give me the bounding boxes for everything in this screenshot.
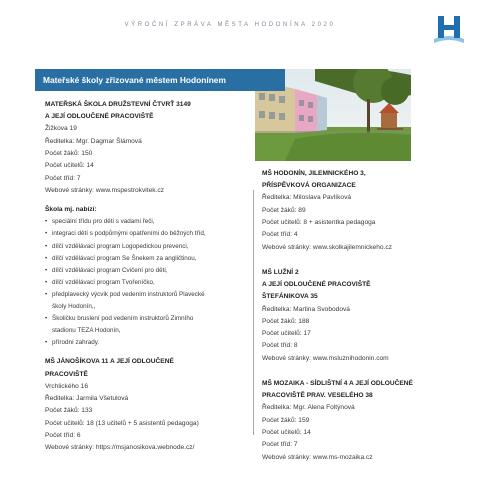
school-pupils: Počet žáků: 150 <box>45 150 93 157</box>
school-heading: PŘÍSPĚVKOVÁ ORGANIZACE <box>262 182 356 190</box>
school-heading: ŠTEFÁNIKOVA 35 <box>262 293 318 301</box>
school-director: Ředitelka: Mgr. Dagmar Šlámová <box>45 137 142 145</box>
offer-item-text: speciální třídu pro děti s vadami řeči, <box>52 218 155 226</box>
school-teachers: Počet učitelů: 17 <box>262 330 311 338</box>
school-heading: PRACOVIŠTĚ PRAV. VESELÉHO 38 <box>262 392 373 400</box>
offer-item <box>45 228 245 240</box>
offer-item <box>45 277 245 289</box>
offer-item-text: dílčí vzdělávací program Cvičení pro děti, <box>52 266 168 274</box>
offer-item-continuation: školy Hodonín,, <box>52 303 96 311</box>
offer-heading: Škola mj. nabízí: <box>45 206 97 214</box>
school-classes: Počet tříd: 7 <box>45 174 81 182</box>
school-director: Ředitelka: Miloslava Pavlíková <box>262 194 352 202</box>
hodonin-logo-icon <box>432 12 466 46</box>
report-title: VÝROČNÍ ZPRÁVA MĚSTA HODONÍNA 2020 <box>124 22 336 28</box>
offer-item <box>45 265 245 277</box>
school-heading: PRACOVIŠTĚ <box>45 370 88 378</box>
school-heading: MATEŘSKÁ ŠKOLA DRUŽSTEVNÍ ČTVRŤ 3149 <box>45 101 191 108</box>
offer-item-text: předplavecký výcvik pod vedením instruktorů Plavecké <box>52 290 205 298</box>
school-heading: MŠ JÁNOŠÍKOVA 11 A JEJÍ ODLOUČENÉ <box>45 358 174 366</box>
offer-item <box>45 216 245 228</box>
school-pupils: Počet žáků: 159 <box>262 416 310 424</box>
school-director: Ředitelka: Mgr. Alena Foltýnová <box>262 404 355 412</box>
offer-item-text: Školičku bruslení pod vedením instruktorů Zimního <box>52 315 194 323</box>
offer-item-text: dílčí vzdělávací program Logopedickou prevenci, <box>52 242 189 250</box>
school-pupils: Počet žáků: 133 <box>45 407 93 415</box>
offer-item <box>45 241 245 253</box>
school-classes: Počet tříd: 6 <box>45 432 81 440</box>
left-column <box>45 99 245 455</box>
school-teachers: Počet učitelů: 14 <box>45 162 94 170</box>
school-teachers: Počet učitelů: 8 + asistentka pedagoga <box>262 219 376 226</box>
offer-item <box>45 337 245 349</box>
school-heading: MŠ MOZAIKA - SÍDLIŠTNÍ 4 A JEJÍ ODLOUČENÉ <box>262 379 413 387</box>
school-director: Ředitelka: Jarmila Všetulová <box>45 395 129 403</box>
school-teachers: Počet učitelů: 14 <box>262 428 311 436</box>
offer-item-text: dílčí vzdělávací program Se Šnekem za angličtinou, <box>52 254 197 262</box>
school-website: Webové stránky: www.ms-mozaika.cz <box>262 453 373 461</box>
offer-item-continuation: stadionu TEZA Hodonín, <box>52 327 121 335</box>
school-address: Vrchlického 16 <box>45 382 89 390</box>
school-heading: MŠ HODONÍN, JILEMNICKÉHO 3, <box>262 170 366 177</box>
school-website: Webové stránky: https://msjanosikova.webnode.cz/ <box>45 444 195 452</box>
school-website: Webové stránky: www.mspestrokvitek.cz <box>45 186 164 194</box>
school-heading: MŠ LUŽNÍ 2 <box>262 268 299 276</box>
school-pupils: Počet žáků: 89 <box>262 206 306 214</box>
column-divider <box>253 190 254 435</box>
school-heading: A JEJÍ ODLOUČENÉ PRACOVIŠTĚ <box>262 281 371 289</box>
offer-item-text: dílčí vzdělávací program Tvořeníčko, <box>52 278 155 286</box>
school-classes: Počet tříd: 8 <box>262 342 298 350</box>
offer-item <box>45 289 245 313</box>
offer-item-text: integraci dětí s podpůrnými opatřeními do běžných tříd, <box>52 230 206 238</box>
school-website: Webové stránky: www.skolkajilemnickeho.cz <box>262 243 392 251</box>
school-pupils: Počet žáků: 188 <box>262 317 310 325</box>
school-teachers: Počet učitelů: 18 (13 učitelů + 5 asistentů pedagoga) <box>45 419 199 427</box>
school-director: Ředitelka: Martina Svobodová <box>262 305 350 313</box>
section-banner: Mateřské školy zřizované městem Hodonínem <box>35 69 285 91</box>
offer-item-text: přírodní zahrady. <box>52 339 100 347</box>
school-classes: Počet tříd: 4 <box>262 231 298 239</box>
school-address: Žižkova 19 <box>45 125 77 133</box>
school-heading: A JEJÍ ODLOUČENÉ PRACOVIŠTĚ <box>45 113 154 121</box>
school-website: Webové stránky: www.msluznihodonin.com <box>262 354 389 362</box>
offer-item <box>45 313 245 337</box>
right-column <box>262 168 442 464</box>
offer-list <box>45 216 245 349</box>
school-classes: Počet tříd: 7 <box>262 441 298 449</box>
offer-item <box>45 253 245 265</box>
